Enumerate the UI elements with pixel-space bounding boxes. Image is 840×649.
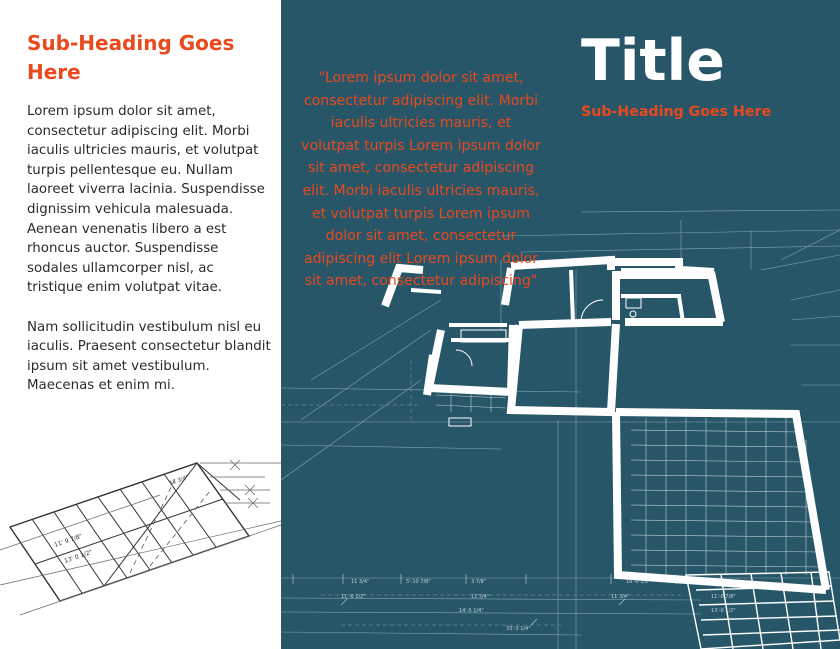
stair-label-3: 11 3/4" [168,474,190,487]
dim-label-2: 5'-10 7/8" [406,579,431,585]
left-panel [0,0,281,649]
stair-drawing [0,455,281,649]
left-paragraph-2: Nam sollicitudin vestibulum nisl eu iaculis. Praesent consectetur blandit ipsum sit amet vestibulum. Maecenas et enim mi. [27,319,271,394]
right-subheading: Sub-Heading Goes Here [581,104,772,120]
dim-label-5: 33'-3 1/4" [506,626,531,632]
stair-label-2: 13' 0 1/2" [63,548,94,565]
dim-label-1: 11 3/4" [351,579,370,585]
right-panel [281,0,840,649]
page-title: Title [581,28,725,94]
dim-label-4: 14'-5 1/4" [459,608,484,614]
dim-label-3: 3 7/8" [471,579,487,585]
pull-quote: "Lorem ipsum dolor sit amet, consectetur adipiscing elit. Morbi iaculis ultricies mauris, et volutpat turpis Lorem ipsum dolor sit amet, consectetur adipiscing elit. Morbi iaculis ultricies mauris, et volutpat turpis Lorem ipsum dolor sit amet, consectetur adipiscing elit Lorem ipsum dolor sit amet, consectetur adipiscing" [301,70,541,290]
left-subheading: Sub-Heading Goes Here [27,31,235,84]
dim-label-7: 11 3/4" [611,594,630,600]
dim-label-9: 11'3/4" [471,594,490,600]
dim-label-10: 11'-0 7/8" [711,594,736,600]
dim-label-6: 11'-0 1/2" [341,594,366,600]
dim-label-11: 13'-0 1/2" [711,608,736,614]
left-body-text [27,102,272,416]
stair-label-1: 11' 9 7/8" [53,532,84,549]
left-paragraph-1: Lorem ipsum dolor sit amet, consectetur adipiscing elit. Morbi iaculis ultricies mauris, et volutpat turpis pellentesque eu. Nullam laoreet viverra lacinia. Suspendisse dignissim vehicula malesuada. Aenean venenatis libero a est rhoncus auctor. Suspendisse sodales ullamcorper nisl, ac tristique enim volutpat vitae. [27,104,265,296]
dim-label-8: 18'-0 1/2" [626,579,651,585]
